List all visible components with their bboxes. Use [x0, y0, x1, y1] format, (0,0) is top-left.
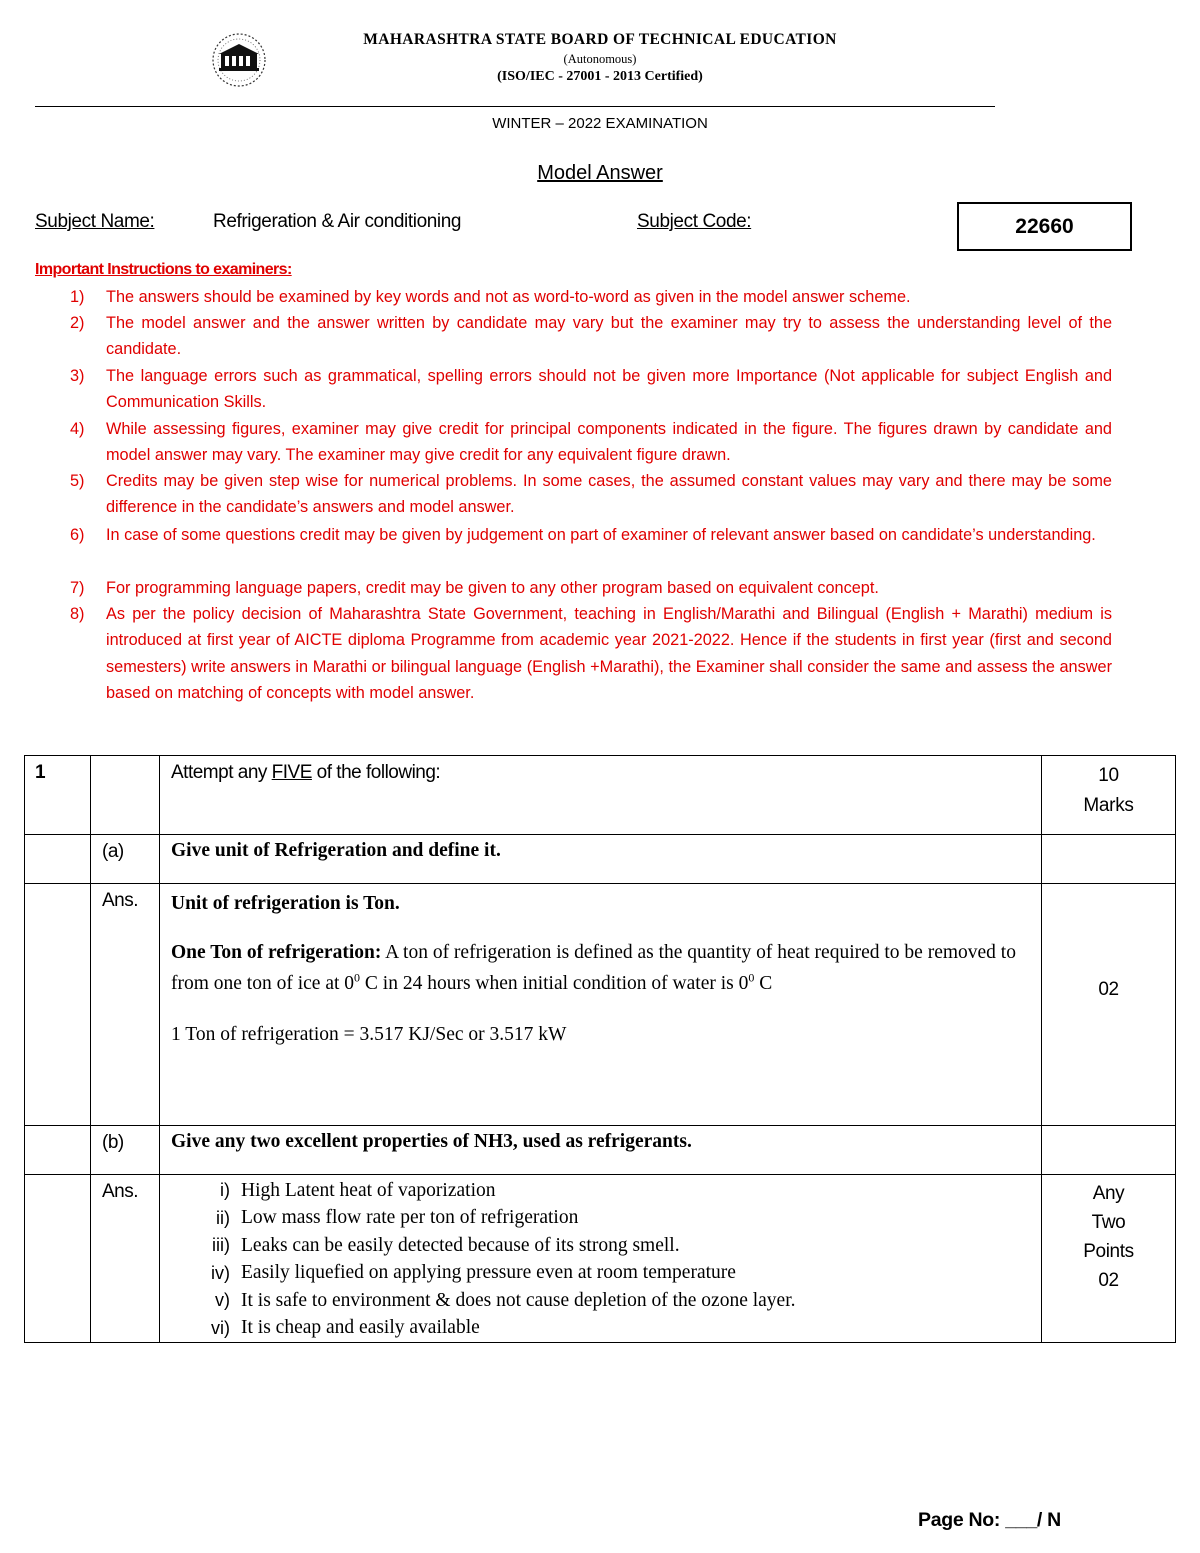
empty-cell [1042, 1126, 1176, 1175]
exam-title: WINTER – 2022 EXAMINATION [492, 115, 708, 132]
answer-equation: 1 Ton of refrigeration = 3.517 KJ/Sec or 3.517 kW [171, 1024, 567, 1045]
subject-name: Refrigeration & Air conditioning [213, 211, 462, 232]
list-item [160, 1205, 1041, 1233]
question-label: (b) [91, 1126, 160, 1175]
empty-cell [1042, 835, 1176, 884]
answer-label: Ans. [91, 1175, 160, 1343]
instruction-text: The model answer and the answer written by candidate may vary but the examiner may try to assess the understanding level of the candidate. [106, 314, 1112, 359]
total-marks [1042, 756, 1176, 835]
table-row [25, 756, 1176, 835]
question-number: 1 [25, 756, 91, 835]
point-text: It is safe to environment & does not cause depletion of the ozone layer. [241, 1289, 796, 1311]
answer-points-list [160, 1175, 1042, 1343]
instructions-title: Important Instructions to examiners: [35, 261, 292, 278]
instruction-number: 6) [70, 526, 85, 544]
marks-value: 10 [1098, 765, 1119, 786]
point-number: ii) [216, 1207, 230, 1228]
table-row [25, 884, 1176, 1126]
instruction-item [70, 468, 1112, 521]
list-item [160, 1232, 1041, 1260]
definition-term: One Ton of refrigeration: [171, 942, 382, 963]
marks-unit: Marks [1083, 795, 1134, 816]
answer-line: Unit of refrigeration is Ton. [171, 893, 400, 914]
point-number: vi) [211, 1317, 230, 1338]
instruction-item [70, 284, 1112, 310]
answer-marks: 02 [1042, 884, 1176, 1126]
question-label: (a) [91, 835, 160, 884]
instruction-number: 3) [70, 367, 85, 385]
instruction-number: 2) [70, 314, 85, 332]
definition-text: C [754, 973, 773, 994]
question-table [24, 755, 1176, 1343]
point-number: v) [215, 1290, 230, 1311]
instruction-number: 8) [70, 605, 85, 623]
point-number: iv) [211, 1262, 230, 1283]
table-row [25, 835, 1176, 884]
marks-line: Points [1083, 1241, 1134, 1262]
instruction-text: The language errors such as grammatical, spelling errors should not be given more Importance (Not applicable for subject English and Communication Skills. [106, 367, 1112, 412]
question-group-heading [160, 756, 1042, 835]
heading-post: of the following: [311, 762, 441, 783]
empty-cell [25, 1126, 91, 1175]
superscript: 0 [748, 970, 755, 985]
instruction-item [70, 575, 1112, 601]
instruction-text: As per the policy decision of Maharashtra State Government, teaching in English/Marathi and Bilingual (English + Marathi) medium is introduced at first year of AICTE diploma Programme from academic year 2021-2022. Hence if the students in first year (first and second semesters) write answers in Marathi or bilingual language (English +Marathi), the Examiner shall consider the same and assess the answer based on matching of concepts with model answer. [106, 605, 1112, 703]
empty-cell [25, 884, 91, 1126]
empty-cell [25, 835, 91, 884]
list-item [160, 1177, 1041, 1205]
marks-line: 02 [1098, 1270, 1119, 1291]
certification-note: (ISO/IEC - 27001 - 2013 Certified) [497, 69, 703, 84]
table-row [25, 1175, 1176, 1343]
empty-cell [91, 756, 160, 835]
answer-label: Ans. [91, 884, 160, 1126]
page-number: Page No: ___/ N [918, 1509, 1061, 1531]
point-text: High Latent heat of vaporization [241, 1179, 496, 1201]
marks-line: Any [1092, 1183, 1125, 1204]
answer-marks [1042, 1175, 1176, 1343]
point-text: It is cheap and easily available [241, 1317, 480, 1339]
instruction-number: 4) [70, 420, 85, 438]
instruction-item [70, 416, 1112, 469]
instruction-text: While assessing figures, examiner may give credit for principal components indicated in the figure. The figures drawn by candidate and model answer may vary. The examiner may give credit for any equivalent figure drawn. [106, 420, 1112, 465]
list-item [160, 1260, 1041, 1288]
document-title: Model Answer [537, 162, 663, 184]
point-number: iii) [212, 1235, 230, 1256]
table-row [25, 1126, 1176, 1175]
instruction-item [70, 363, 1112, 416]
question-text: Give any two excellent properties of NH3, used as refrigerants. [160, 1126, 1042, 1175]
subject-code-box: 22660 [957, 202, 1132, 251]
point-text: Easily liquefied on applying pressure even at room temperature [241, 1262, 736, 1284]
superscript: 0 [354, 970, 361, 985]
heading-pre: Attempt any [171, 762, 272, 783]
header-divider [35, 106, 995, 107]
definition-text: C in 24 hours when initial condition of water is 0 [360, 973, 749, 994]
empty-cell [25, 1175, 91, 1343]
marks-line: Two [1091, 1212, 1126, 1233]
instruction-number: 5) [70, 472, 85, 490]
point-text: Low mass flow rate per ton of refrigeration [241, 1207, 579, 1229]
list-item [160, 1315, 1041, 1343]
instruction-item [70, 310, 1112, 363]
instruction-number: 1) [70, 288, 85, 306]
subject-name-label: Subject Name: [35, 211, 155, 232]
answer-definition [171, 937, 1021, 999]
question-text: Give unit of Refrigeration and define it. [160, 835, 1042, 884]
instruction-item [70, 601, 1112, 707]
definition-text: A ton of refrigeration is defined as the quantity of heat required to be removed to from one ton of ice at 0 [171, 942, 1016, 994]
instruction-text: For programming language papers, credit may be given to any other program based on equivalent concept. [106, 579, 879, 597]
instruction-text: The answers should be examined by key words and not as word-to-word as given in the model answer scheme. [106, 288, 911, 306]
autonomous-note: (Autonomous) [563, 52, 637, 66]
instruction-number: 7) [70, 579, 85, 597]
instruction-text: Credits may be given step wise for numerical problems. In some cases, the assumed constant values may vary and there may be some difference in the candidate’s answers and model answer. [106, 472, 1112, 517]
answer-body [160, 884, 1042, 1126]
instruction-text: In case of some questions credit may be given by judgement on part of examiner of relevant answer based on candidate’s understanding. [106, 526, 1096, 544]
list-item [160, 1287, 1041, 1315]
heading-emphasis: FIVE [271, 762, 312, 783]
instruction-item [70, 522, 1112, 548]
point-text: Leaks can be easily detected because of its strong smell. [241, 1234, 680, 1256]
board-name: MAHARASHTRA STATE BOARD OF TECHNICAL EDUCATION [363, 31, 837, 48]
subject-code-label: Subject Code: [637, 211, 752, 232]
point-number: i) [220, 1180, 230, 1201]
